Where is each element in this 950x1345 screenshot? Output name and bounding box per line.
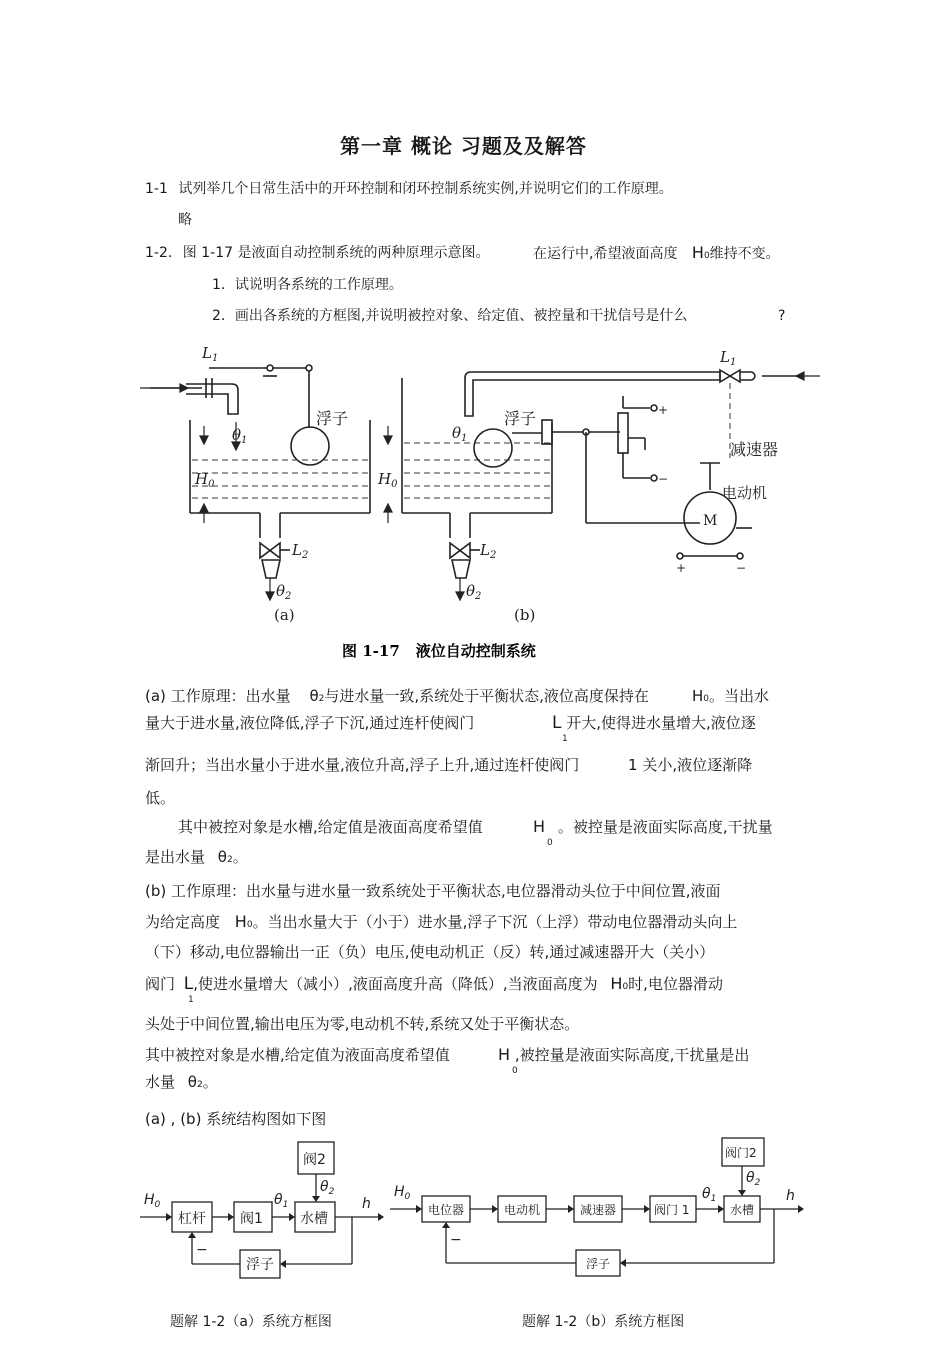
question-item-1: 1．试说明各系统的工作原理。 [212,277,403,293]
answer-1-1: 略 [178,212,192,228]
label-theta2: $\theta_2$ [746,1170,761,1188]
label-minus-pot: − [658,472,669,486]
answer-a-line1-end: H0。当出水 [692,687,770,705]
label-b: (b) [514,606,536,624]
label-h: h [362,1196,371,1212]
answer-b-line4: 阀门 L,使进水量增大（减小）,液面高度升高（降低）,当液面高度为 H0时,电位器滑动 [145,974,723,994]
answer-a-line1: (a) 工作原理：出水量 θ2与进水量一致,系统处于平衡状态,液位高度保持在 [145,687,649,705]
figure-caption: 图 1-17 液位自动控制系统 [342,642,536,660]
label-motor: 电动机 [722,484,768,502]
label-theta2-a: $\theta_2$ [276,582,292,602]
svg-text:阀1: 阀1 [240,1211,263,1227]
answer-a-line3: 渐回升；当出水量小于进水量,液位升高,浮子上升,通过连杆使阀门 [145,756,580,774]
question-1-1 [145,180,673,198]
answer-b-line1: (b) 工作原理：出水量与进水量一致系统处于平衡状态,电位器滑动头位于中间位置,液面 [145,882,721,900]
question-mark: ? [778,308,786,324]
label-H0: $H_0$ [144,1192,161,1210]
label-H0: $H_0$ [394,1184,411,1202]
question-text: 试列举几个日常生活中的开环控制和闭环控制系统实例,并说明它们的工作原理。 [178,181,673,197]
label-theta1-b: $\theta_1$ [452,424,468,444]
answer-b-para2: 其中被控对象是水槽,给定值为液面高度希望值 [145,1046,450,1064]
label-theta1: $\theta_1$ [274,1192,289,1210]
label-H0-b: $H_0$ [378,470,398,490]
answer-a-h-sub: 0 [547,838,553,848]
label-reducer: 减速器 [730,440,779,459]
answer-a-line4: 低。 [145,789,176,807]
answer-a-line2: 量大于进水量,液位降低,浮子下沉,通过连杆使阀门 [145,714,475,732]
label-L2-a: $L_2$ [292,541,309,561]
label-L1-b: $L_1$ [720,348,737,368]
label-theta1-a: $\theta_1$ [232,426,248,446]
svg-text:阀2: 阀2 [303,1152,326,1168]
caption-block-a: 题解 1-2（a）系统方框图 [170,1314,332,1330]
question-number: 1-1 [145,181,168,197]
label-theta1: $\theta_1$ [702,1186,717,1204]
page-title: 第一章 概论 习题及及解答 [340,134,587,158]
svg-text:浮子: 浮子 [246,1257,274,1273]
svg-text:电位器: 电位器 [428,1203,465,1217]
label-H0-a: $H_0$ [195,470,215,490]
answer-b-para2-line2: 水量 θ2。 [145,1073,218,1091]
answer-a-L-sub: 1 [562,734,568,744]
label-float-b: 浮子 [504,409,537,428]
answer-a-line2-end: L 开大,使得进水量增大,液位逐 [552,713,756,733]
question-number: 1-2. [145,245,173,261]
caption-block-b: 题解 1-2（b）系统方框图 [522,1314,685,1330]
svg-text:减速器: 减速器 [580,1203,617,1217]
label-L1-a: $L_1$ [202,344,219,364]
label-theta2-b: $\theta_2$ [466,582,482,602]
answer-b-h-sub: 0 [512,1066,518,1076]
symbol-h0: H [691,243,704,262]
svg-text:−: − [196,1242,208,1258]
question-1-2 [145,244,489,262]
svg-text:浮子: 浮子 [586,1257,611,1271]
question-text-b: 在运行中,希望液面高度 H0维持不变。 [533,243,780,262]
block-diagram-b [390,1132,810,1292]
label-M: M [703,513,718,529]
figure-1-17 [140,338,820,668]
answer-a-para2-end: H 。被控量是液面实际高度,干扰量 [533,817,773,836]
svg-text:水槽: 水槽 [300,1211,328,1227]
answer-a-para2-line2: 是出水量 θ2。 [145,848,248,866]
label-float-a: 浮子 [316,409,349,428]
question-item-2: 2．画出各系统的方框图,并说明被控对象、给定值、被控量和干扰信号是什么 [212,308,688,324]
answer-b-L-sub: 1 [188,995,194,1005]
svg-text:−: − [450,1232,462,1248]
svg-text:杠杆: 杠杆 [178,1211,206,1227]
label-L2-b: $L_2$ [480,541,497,561]
answer-b-para2-end: H ,被控量是液面实际高度,干扰量是出 [498,1045,750,1064]
svg-text:阀门 1: 阀门 1 [654,1203,690,1217]
label-a: (a) [274,606,295,624]
label-h: h [786,1188,795,1204]
label-minus-motor: − [736,561,747,575]
label-theta2: $\theta_2$ [320,1179,335,1197]
answer-b-line5: 头处于中间位置,输出电压为零,电动机不转,系统又处于平衡状态。 [145,1015,580,1033]
svg-text:电动机: 电动机 [504,1203,541,1217]
question-text-a: 图 1-17 是液面自动控制系统的两种原理示意图。 [182,245,490,261]
svg-text:阀门2: 阀门2 [725,1146,757,1160]
label-plus-motor: + [676,561,687,575]
answer-a-line3-end: 1 关小,液位逐渐降 [628,756,753,774]
answer-a-para2: 其中被控对象是水槽,给定值是液面高度希望值 [178,818,483,836]
answer-b-line2: 为给定高度 H0。当出水量大于（小于）进水量,浮子下沉（上浮）带动电位器滑动头向上 [145,912,738,931]
label-plus-pot: + [658,403,669,417]
structure-intro: (a) , (b) 系统结构图如下图 [145,1110,327,1128]
block-diagram-a [140,1138,385,1288]
answer-b-line3: （下）移动,电位器输出一正（负）电压,使电动机正（反）转,通过减速器开大（关小） [145,943,715,961]
svg-text:水槽: 水槽 [730,1203,755,1217]
